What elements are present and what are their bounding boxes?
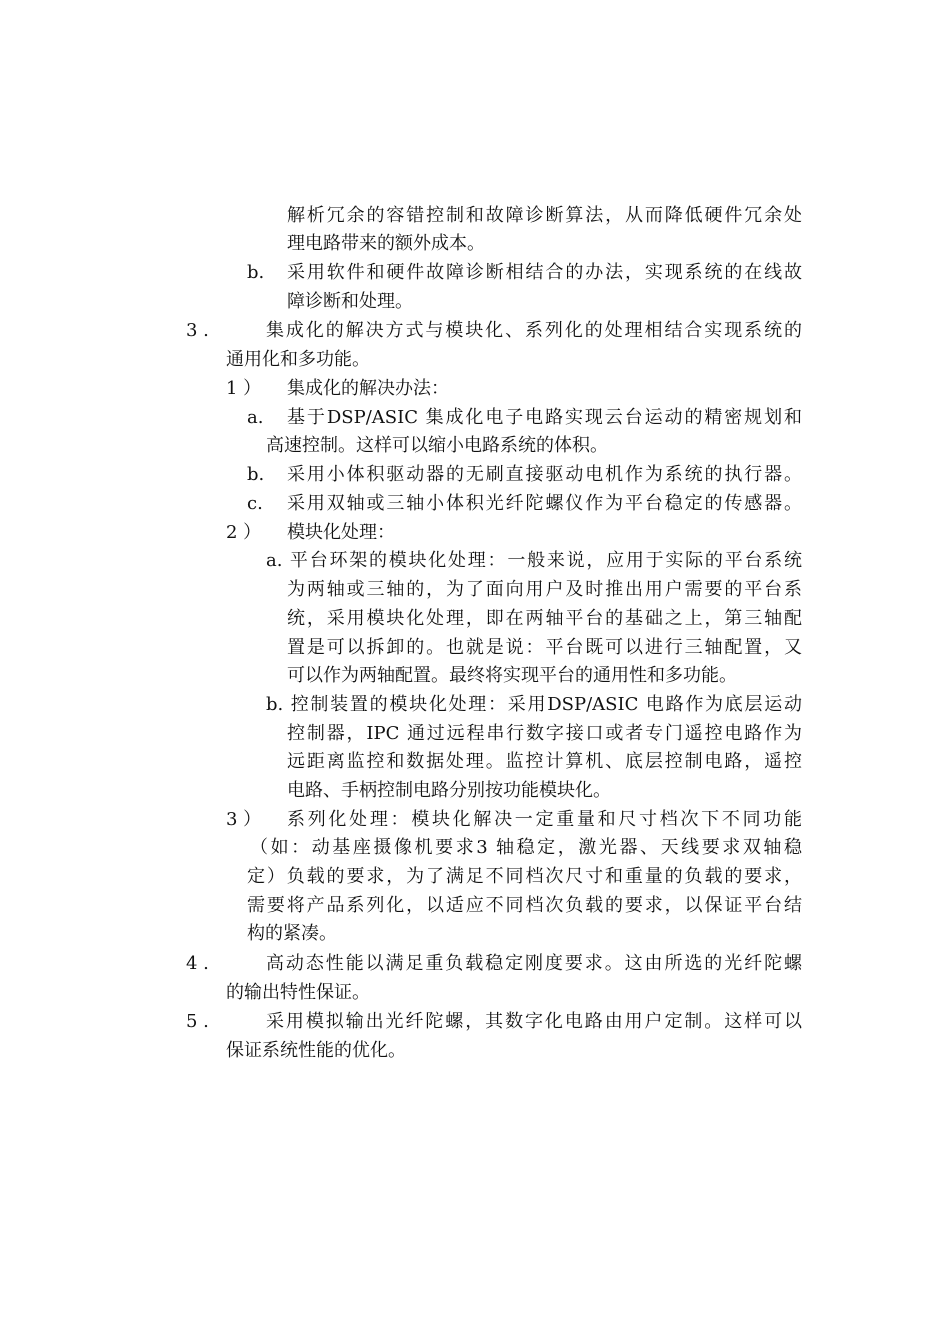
text-line: 控制器，IPC 通过远程串行数字接口或者专门遥控电路作为: [287, 723, 802, 744]
list-marker: 1 ）: [226, 378, 262, 399]
text-line: 高速控制。这样可以缩小电路系统的体积。: [266, 435, 608, 456]
text-line: a. 平台环架的模块化处理：一般来说，应用于实际的平台系统: [266, 550, 802, 571]
text-line: 统，采用模块化处理，即在两轴平台的基础之上，第三轴配: [287, 608, 802, 629]
text-line: 集成化的解决方式与模块化、系列化的处理相结合实现系统的: [266, 320, 802, 341]
text-line: 理电路带来的额外成本。: [287, 233, 485, 254]
list-marker: b.: [247, 464, 265, 485]
text-line: 可以作为两轴配置。最终将实现平台的通用性和多功能。: [287, 665, 737, 686]
text-line: 置是可以拆卸的。也就是说：平台既可以进行三轴配置，又: [287, 637, 802, 658]
text-line: （如：动基座摄像机要求3 轴稳定，激光器、天线要求双轴稳: [250, 837, 802, 858]
text-line: 采用双轴或三轴小体积光纤陀螺仪作为平台稳定的传感器。: [287, 493, 802, 514]
text-line: 采用小体积驱动器的无刷直接驱动电机作为系统的执行器。: [287, 464, 802, 485]
text-line: 障诊断和处理。: [287, 291, 413, 312]
list-marker: 3 .: [186, 320, 209, 341]
section-heading: 模块化处理：: [287, 522, 395, 543]
list-marker: a.: [247, 407, 264, 428]
text-line: 构的紧凑。: [247, 923, 337, 944]
text-line: 解析冗余的容错控制和故障诊断算法，从而降低硬件冗余处: [287, 205, 802, 226]
list-marker: c.: [247, 493, 263, 514]
text-line: b. 控制装置的模块化处理：采用DSP/ASIC 电路作为底层运动: [266, 694, 802, 715]
text-line: 采用软件和硬件故障诊断相结合的办法，实现系统的在线故: [287, 262, 802, 283]
text-line: 的输出特性保证。: [226, 982, 370, 1003]
list-marker: b.: [247, 262, 265, 283]
text-line: 定）负载的要求，为了满足不同档次尺寸和重量的负载的要求，: [247, 866, 802, 887]
list-marker: 3 ）: [226, 809, 262, 830]
text-line: 远距离监控和数据处理。监控计算机、底层控制电路，遥控: [287, 751, 802, 772]
text-line: 采用模拟输出光纤陀螺，其数字化电路由用户定制。这样可以: [266, 1011, 802, 1032]
text-line: 通用化和多功能。: [226, 349, 370, 370]
list-marker: 5 .: [186, 1011, 209, 1032]
text-line: 高动态性能以满足重负载稳定刚度要求。这由所选的光纤陀螺: [266, 953, 802, 974]
list-marker: 2 ）: [226, 522, 262, 543]
text-line: 电路、手柄控制电路分别按功能模块化。: [287, 780, 611, 801]
text-line: 系列化处理：模块化解决一定重量和尺寸档次下不同功能: [287, 809, 802, 830]
text-line: 需要将产品系列化，以适应不同档次负载的要求，以保证平台结: [247, 895, 802, 916]
text-line: 为两轴或三轴的，为了面向用户及时推出用户需要的平台系: [287, 579, 802, 600]
list-marker: 4 .: [186, 953, 209, 974]
section-heading: 集成化的解决办法：: [287, 378, 449, 399]
text-line: 基于DSP/ASIC 集成化电子电路实现云台运动的精密规划和: [287, 407, 802, 428]
text-line: 保证系统性能的优化。: [226, 1040, 406, 1061]
